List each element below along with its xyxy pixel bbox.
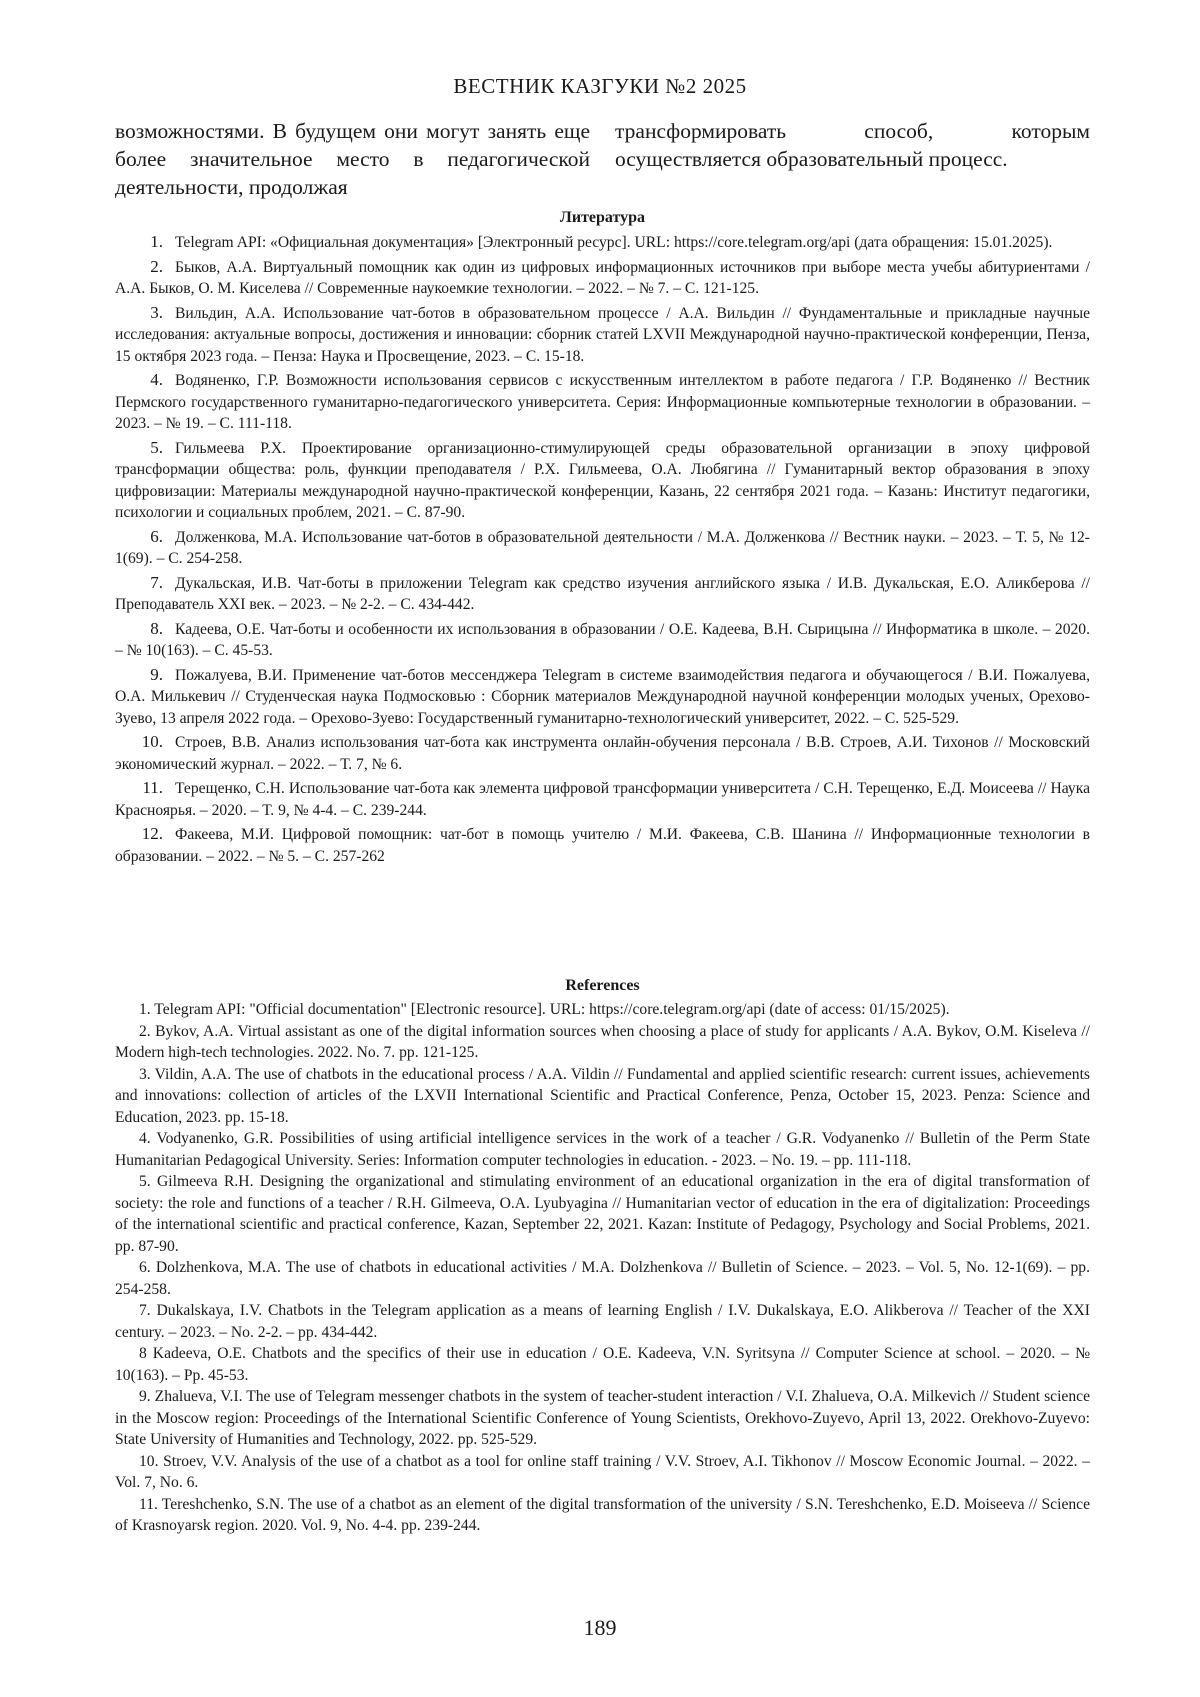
literature-item	[115, 823, 1090, 867]
literature-item-text: Гильмеева Р.Х. Проектирование организационно-стимулирующей среды образовательной организации в эпоху цифровой трансформации общества: роль, функции преподавателя / Р.Х. Гильмеева, О.А. Любягина // Гуманитарный вектор образования в эпоху цифровизации: Материалы международной научно-практической конференции, Казань, 22 сентября 2021 года. – Казань: Институт педагогики, психологии и социальных проблем, 2021. – С. 87-90.	[115, 439, 1090, 521]
literature-item-number: 8.	[150, 618, 163, 638]
body-text-right-column	[615, 117, 1090, 201]
literature-item	[115, 526, 1090, 570]
reference-item: 8 Kadeeva, O.E. Chatbots and the specifics of their use in education / O.E. Kadeeva, V.N. Syritsyna // Computer Science at school. – 2020. – № 10(163). – Pp. 45-53.	[115, 1345, 1090, 1384]
literature-item-number: 1.	[150, 232, 163, 251]
literature-item-text: Быков, А.А. Виртуальный помощник как один из цифровых информационных источников при выборе места учебы абитуриентами / А.А. Быков, О. М. Киселева // Современные наукоемкие технологии. – 2022. – № 7. – С. 121-125.	[115, 258, 1090, 297]
reference-item: 10. Stroev, V.V. Analysis of the use of a chatbot as a tool for online staff training / V.V. Stroev, A.I. Tikhonov // Moscow Economic Journal. – 2022. – Vol. 7, No. 6.	[115, 1452, 1090, 1491]
literature-item-text: Telegram API: «Официальная документация» [Электронный ресурс]. URL: https://core.telegram.org/api (дата обращения: 15.01.2025).	[175, 234, 1053, 251]
literature-item-text: Строев, В.В. Анализ использования чат-бота как инструмента онлайн-обучения персонала / В.В. Строев, А.И. Тихонов // Московский экономический журнал. – 2022. – Т. 7, № 6.	[115, 734, 1090, 773]
literature-item-text: Дукальская, И.В. Чат-боты в приложении Telegram как средство изучения английского языка / И.В. Дукальская, Е.О. Аликберова // Преподаватель XXI век. – 2023. – № 2-2. – С. 434-442.	[115, 574, 1090, 613]
literature-item-text: Пожалуева, В.И. Применение чат-ботов мессенджера Telegram в системе взаимодействия педагога и обучающегося / В.И. Пожалуева, О.А. Милькевич // Студенческая наука Подмосковью : Сборник материалов Международной научной конференции молодых ученых, Орехово-Зуево, 13 апреля 2022 года. – Орехово-Зуево: Государственный гуманитарно-технологический университет, 2022. – С. 525-529.	[115, 666, 1090, 727]
reference-item: 7. Dukalskaya, I.V. Chatbots in the Telegram application as a means of learning English / I.V. Dukalskaya, E.O. Alikberova // Teacher of the XXI century. – 2023. – No. 2-2. – pp. 434-442.	[115, 1302, 1090, 1341]
literature-item-text: Долженкова, М.А. Использование чат-ботов в образовательной деятельности / М.А. Долженкова // Вестник науки. – 2023. – Т. 5, № 12-1(69). – С. 254-258.	[115, 528, 1090, 567]
literature-item-number: 4.	[150, 370, 163, 389]
literature-item	[115, 369, 1090, 435]
body-text-left-column	[115, 117, 590, 201]
literature-item	[115, 664, 1090, 730]
literature-item-number: 6.	[150, 526, 163, 546]
literature-item	[115, 572, 1090, 616]
literature-item-number: 10.	[141, 732, 163, 751]
references-title: References	[565, 977, 640, 994]
literature-item-number: 2.	[150, 256, 163, 276]
reference-item: 11. Tereshchenko, S.N. The use of a chatbot as an element of the digital transformation of the university / S.N. Tereshchenko, E.D. Moiseeva // Science of Krasnoyarsk region. 2020. Vol. 9, No. 4-4. pp. 239-244.	[115, 1495, 1090, 1534]
reference-item: 4. Vodyanenko, G.R. Possibilities of using artificial intelligence services in the work of a teacher / G.R. Vodyanenko // Bulletin of the Perm State Humanitarian Pedagogical University. Series: Information computer technologies in education. - 2023. – No. 19. – pp. 111-118.	[115, 1130, 1090, 1169]
literature-section	[115, 207, 1090, 869]
body-text-columns	[115, 117, 1090, 201]
literature-item-text: Кадеева, О.Е. Чат-боты и особенности их использования в образовании / О.Е. Кадеева, В.Н. Сырицына // Информатика в школе. – 2020. – № 10(163). – С. 45-53.	[115, 620, 1090, 659]
literature-item-text: Факеева, М.И. Цифровой помощник: чат-бот в помощь учителю / М.И. Факеева, С.В. Шанина // Информационные технологии в образовании. – 2022. – № 5. – С. 257-262	[115, 826, 1090, 865]
literature-item-number: 5.	[150, 437, 163, 457]
reference-item: 5. Gilmeeva R.H. Designing the organizational and stimulating environment of an educational organization in the era of digital transformation of society: the role and functions of a teacher / R.H. Gilmeeva, O.A. Lyubyagina // Humanitarian vector of education in the era of digitalization: Proceedings of the international scientific and practical conference, Kazan, September 22, 2021. Kazan: Institute of Pedagogy, Psychology and Social Problems, 2021. pp. 87-90.	[115, 1173, 1090, 1255]
reference-item: 2. Bykov, A.A. Virtual assistant as one of the digital information sources when choosing a place of study for applicants / A.A. Bykov, O.M. Kiseleva // Modern high-tech technologies. 2022. No. 7. pp. 121-125.	[115, 1022, 1090, 1061]
literature-item	[115, 437, 1090, 524]
literature-item	[115, 731, 1090, 775]
body-paragraph-left: возможностями. В будущем они могут занять еще более значительное место в педагогической деятельности, продолжая	[115, 119, 590, 199]
literature-item-number: 12.	[141, 824, 163, 843]
reference-item: 3. Vildin, A.A. The use of chatbots in the educational process / A.A. Vildin // Fundamental and applied scientific research: current issues, achievements and innovations: collection of articles of the LXVII International Scientific and Practical Conference, Penza, October 15, 2023. Penza: Science and Education, 2023. pp. 15-18.	[115, 1065, 1090, 1126]
literature-item-number: 7.	[150, 572, 163, 592]
references-section	[115, 975, 1090, 1537]
journal-header: ВЕСТНИК КАЗГУКИ №2 2025	[453, 74, 747, 98]
literature-item	[115, 256, 1090, 300]
body-paragraph-right: трансформировать способ, которым осуществляется образовательный процесс.	[615, 119, 1090, 171]
literature-title: Литература	[559, 209, 646, 226]
literature-item	[115, 618, 1090, 662]
reference-item: 9. Zhalueva, V.I. The use of Telegram messenger chatbots in the system of teacher-student interaction / V.I. Zhalueva, O.A. Milkevich // Student science in the Moscow region: Proceedings of the International Scientific Conference of Young Scientists, Orekhovo-Zuyevo, April 13, 2022. Orekhovo-Zuyevo: State University of Humanities and Technology, 2022. pp. 525-529.	[115, 1388, 1090, 1448]
literature-item	[115, 302, 1090, 368]
reference-item: 6. Dolzhenkova, M.A. The use of chatbots in educational activities / M.A. Dolzhenkova // Bulletin of Science. – 2023. – Vol. 5, No. 12-1(69). – pp. 254-258.	[115, 1259, 1090, 1298]
page-number: 189	[583, 1615, 617, 1640]
literature-item	[115, 777, 1090, 821]
literature-item	[115, 231, 1090, 254]
literature-item-number: 3.	[150, 302, 163, 322]
literature-item-text: Водяненко, Г.Р. Возможности использования сервисов с искусственным интеллектом в работе педагога / Г.Р. Водяненко // Вестник Пермского государственного гуманитарно-педагогического университета. Серия: Информационные компьютерные технологии в образовании. – 2023. – № 19. – С. 111-118.	[115, 372, 1090, 432]
reference-item: 1. Telegram API: "Official documentation" [Electronic resource]. URL: https://core.telegram.org/api (date of access: 01/15/2025).	[139, 1001, 950, 1018]
literature-item-number: 11.	[142, 778, 163, 797]
literature-item-text: Терещенко, С.Н. Использование чат-бота как элемента цифровой трансформации университета / С.Н. Терещенко, Е.Д. Моисеева // Наука Красноярья. – 2020. – Т. 9, № 4-4. – С. 239-244.	[115, 780, 1090, 819]
literature-item-text: Вильдин, А.А. Использование чат-ботов в образовательном процессе / А.А. Вильдин // Фундаментальные и прикладные научные исследования: актуальные вопросы, достижения и инновации: сборник статей LXVII Международной научно-практической конференции, Пенза, 15 октября 2023 года. – Пенза: Наука и Просвещение, 2023. – С. 15-18.	[115, 304, 1090, 365]
literature-item-number: 9.	[150, 664, 163, 684]
